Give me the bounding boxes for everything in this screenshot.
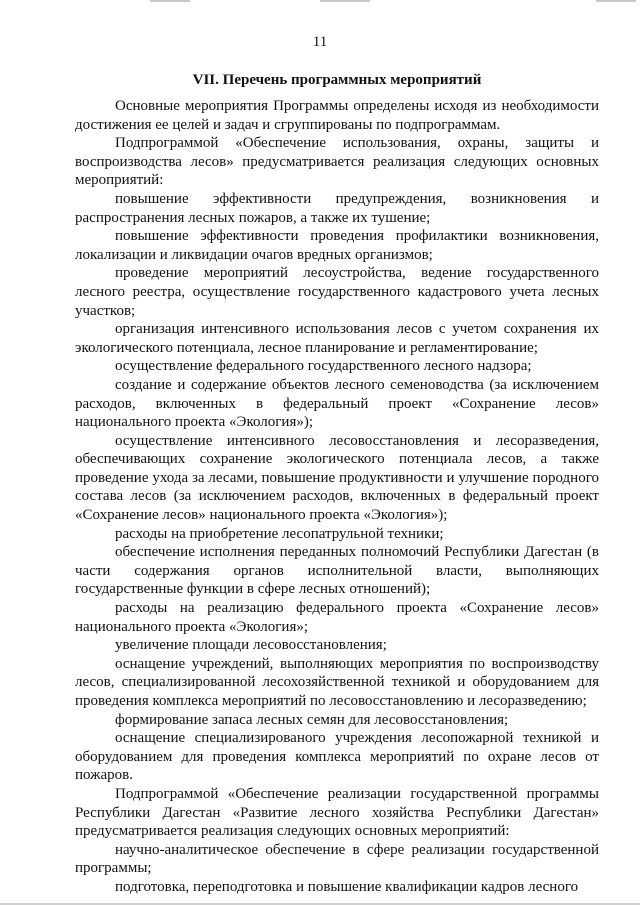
list-item: расходы на приобретение лесопатрульной техники; — [115, 525, 444, 542]
list-item: обеспечение исполнения переданных полномочий Республики Дагестан (в части содержания органов исполнительной власти, выполняющих государственные функции в сфере лесных отношений); — [75, 544, 599, 598]
list-item: осуществление федерального государственного лесного надзора; — [115, 358, 532, 375]
list-item: оснащение специализированого учреждения лесопожарной техникой и оборудованием для проведения комплекса мероприятий по охране лесов от пожаров. — [75, 730, 599, 784]
list-item: организация интенсивного использования лесов с учетом сохранения их экологического потенциала, лесное планирование и регламентирование; — [75, 321, 599, 356]
section-heading: VII. Перечень программных мероприятий — [192, 72, 482, 88]
list-item: подготовка, переподготовка и повышение квалификации кадров лесного — [115, 878, 579, 895]
list-item: увеличение площади лесовосстановления; — [115, 637, 387, 654]
list-item: формирование запаса лесных семян для лесовосстановления; — [115, 711, 509, 728]
paragraph: Подпрограммой «Обеспечение реализации государственной программы Республики Дагестан «Развитие лесного хозяйства Республики Дагестан» предусматривается реализация следующих основных мероприятий: — [75, 785, 599, 840]
list-item: осуществление интенсивного лесовосстановления и лесоразведения, обеспечивающих сохранение экологического потенциала лесов, а также проведение ухода за лесами, повышение продуктивности и улучшение породного состава лесов (за исключением расходов, включенных в федеральный проект «Сохранение лесов» национального проекта «Экология»); — [75, 432, 599, 524]
paragraph: Основные мероприятия Программы определены исходя из необходимости достижения ее целей и задач и сгруппированы по подпрограммам. — [75, 98, 599, 133]
scan-edge-mark — [320, 0, 370, 2]
document-body — [75, 97, 599, 897]
list-item: проведение мероприятий лесоустройства, ведение государственного лесного реестра, осуществление государственного кадастрового учета лесных участков; — [75, 265, 599, 319]
paragraph: Подпрограммой «Обеспечение использования, охраны, защиты и воспроизводства лесов» предусматривается реализация следующих основных мероприятий: — [75, 135, 599, 189]
list-item: научно-аналитическое обеспечение в сфере реализации государственной программы; — [75, 841, 599, 877]
page-number: 11 — [312, 34, 328, 50]
list-item: расходы на реализацию федерального проекта «Сохранение лесов» национального проекта «Экология»; — [75, 600, 599, 635]
scan-edge-mark — [596, 0, 636, 2]
list-item: оснащение учреждений, выполняющих мероприятия по воспроизводству лесов, специализированной лесохозяйственной техникой и оборудованием для проведения комплекса мероприятий по лесовосстановлению и лесоразведению; — [75, 655, 599, 709]
list-item: повышение эффективности проведения профилактики возникновения, локализации и ликвидации очагов вредных организмов; — [75, 228, 599, 263]
scan-edge-mark — [150, 0, 190, 2]
list-item: создание и содержание объектов лесного семеноводства (за исключением расходов, включенных в федеральный проект «Сохранение лесов» национального проекта «Экология»); — [75, 376, 599, 431]
list-item: повышение эффективности предупреждения, возникновения и распространения лесных пожаров, а также их тушение; — [75, 190, 599, 226]
